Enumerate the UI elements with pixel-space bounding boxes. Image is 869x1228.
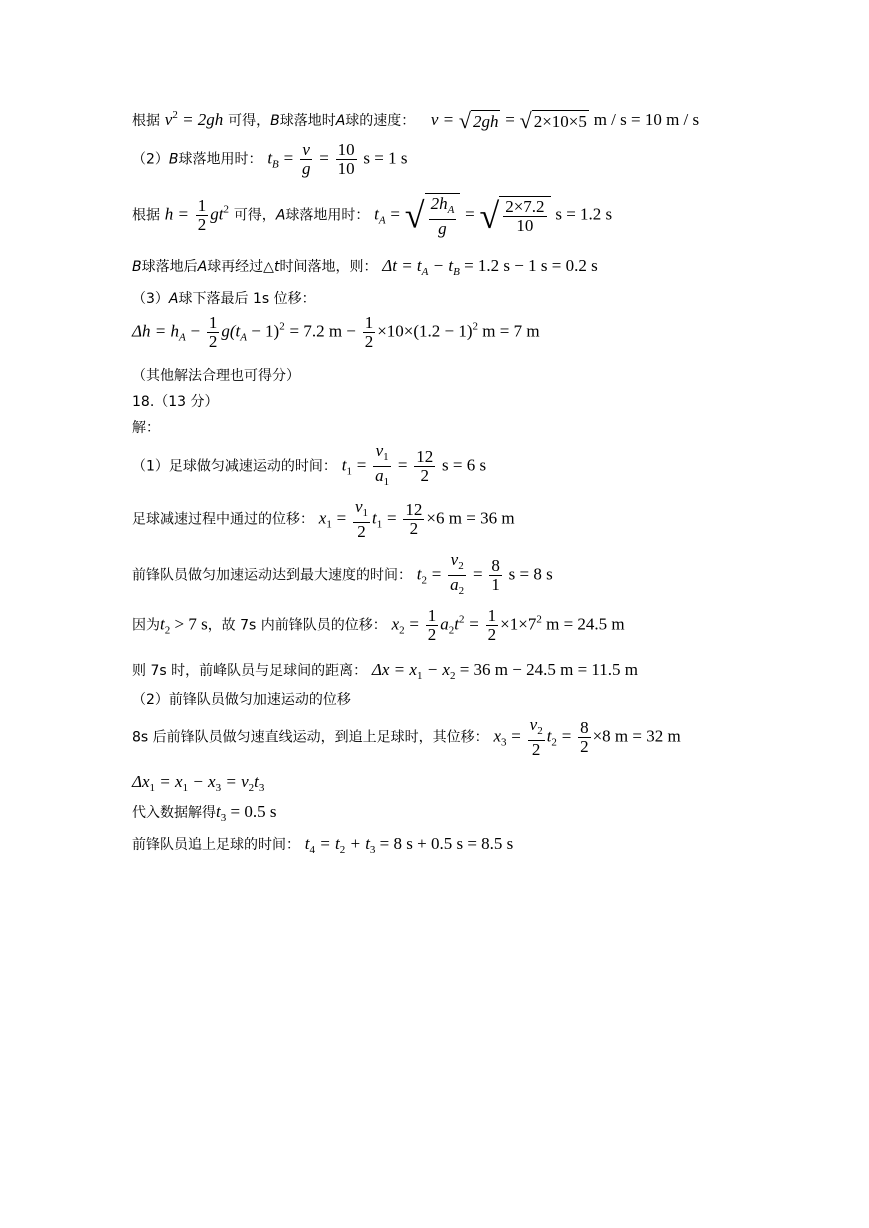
line-delta-h: $\Delta h = h_A$ − $\frac{1}{2}$ $g(t_A - 1)^2 = 7.2$ m − $\frac{1}{2}$ $\times 10\times(1.2 - 1)^2$ m = 7 m (132, 313, 540, 351)
line-decel-time: （1）足球做匀减速运动的时间： $t_1$ = $\frac{v_1}{a_1}$ = $\frac{12}{2}$ s = 6 s (132, 441, 487, 488)
fraction: $\frac{10}{10}$ (337, 140, 355, 178)
text: 球落地用时： (178, 151, 263, 168)
sqrt: √ 2×10×5 (519, 108, 587, 133)
line-a-ball-time: 根据 h = $\frac{1}{2}$ $gt^2$ 可得，A球落地用时： $t_A$ = √ $\frac{2h_A}{g}$ = √ $\frac{2\times 7.2}{10}$ s = 1.2 s (132, 194, 613, 238)
text: A (275, 207, 286, 224)
line-accel-time: 前锋队员做匀加速运动达到最大速度的时间： $t_2$ = $\frac{v_2}{a_2}$ = $\frac{8}{1}$ s = 8 s (132, 550, 553, 597)
line-distance-7s: 则 7s 时，前峰队员与足球间的距离： $\Delta x = x_1 - x_2 = 36$ m − 24.5 m = 11.5 m (132, 660, 639, 682)
text: 根据 (132, 207, 160, 224)
sqrt: √ $\frac{2\times 7.2}{10}$ (479, 195, 550, 237)
math: = 2gh (177, 110, 224, 129)
line-delta-x1: $\Delta x_1 = x_1 - x_3 = v_2t_3$ (132, 772, 265, 794)
line-catch-time: 前锋队员追上足球的时间： $t_4 = t_2 + t_3 = 8$ s + 0.5 s = 8.5 s (132, 834, 514, 856)
text: （2） (132, 151, 169, 168)
text: B (270, 113, 280, 129)
line-last-second: （3）A球下落最后 1s 位移： (132, 291, 316, 307)
fraction: $\frac{1}{2}$ (197, 196, 207, 234)
text: 球的速度： (345, 113, 416, 129)
note-other-methods: （其他解法合理也可得分） (132, 368, 300, 384)
question-18-header: 18.（13 分） (132, 394, 219, 410)
math: t (267, 148, 273, 168)
line-uniform-displacement: 8s 后前锋队员做匀速直线运动，到追上足球时，其位移： $x_3$ = $\frac{v_2}{2}$ $t_2$ = $\frac{8}{2}$ ×8 m = 32 m (132, 715, 681, 759)
text: 可得， (233, 207, 276, 224)
solution-label: 解： (132, 420, 160, 436)
line-delta-t: B球落地后A球再经过△t时间落地，则： $\Delta t = t_A - t_B = 1.2$ s − 1 s = 0.2 s (132, 256, 598, 278)
line-b-ball-speed: 根据 $v^2 = 2gh$ 可得，B球落地时A球的速度： v = √ 2gh = √ 2×10×5 m / s = 10 m / s (132, 108, 700, 133)
text: 根据 (132, 113, 160, 129)
sqrt: √ 2gh (458, 108, 499, 133)
line-decel-displacement: 足球减速过程中通过的位移： $x_1$ = $\frac{v_1}{2}$ $t_1$ = $\frac{12}{2}$ ×6 m = 36 m (132, 497, 515, 541)
text: A (335, 113, 346, 129)
math: v (164, 110, 173, 129)
text: 球落地用时： (285, 207, 370, 224)
math: 2 (172, 109, 178, 121)
math: m / s = 10 m / s (593, 110, 700, 129)
fraction: $\frac{v}{g}$ (301, 140, 311, 178)
math: v = (430, 110, 455, 129)
text: B (168, 151, 179, 168)
text: 球落地时 (279, 113, 336, 129)
line-part2-header: （2）前锋队员做匀加速运动的位移 (132, 692, 351, 708)
sqrt: √ $\frac{2h_A}{g}$ (405, 193, 461, 238)
line-7s-displacement: 因为$t_2 > 7$ s，故 7s 内前锋队员的位移： $x_2$ = $\frac{1}{2}$ $a_2t^2$ = $\frac{1}{2}$ $\times 1\times 7^2$ m = 24.5 m (132, 606, 625, 644)
line-t3-result: 代入数据解得$t_3 = 0.5$ s (132, 802, 277, 824)
text: 可得， (228, 113, 271, 129)
line-b-ball-time: （2）B球落地用时： $t_B$ = $\frac{v}{g}$ = $\frac{10}{10}$ s = 1 s (132, 140, 408, 178)
